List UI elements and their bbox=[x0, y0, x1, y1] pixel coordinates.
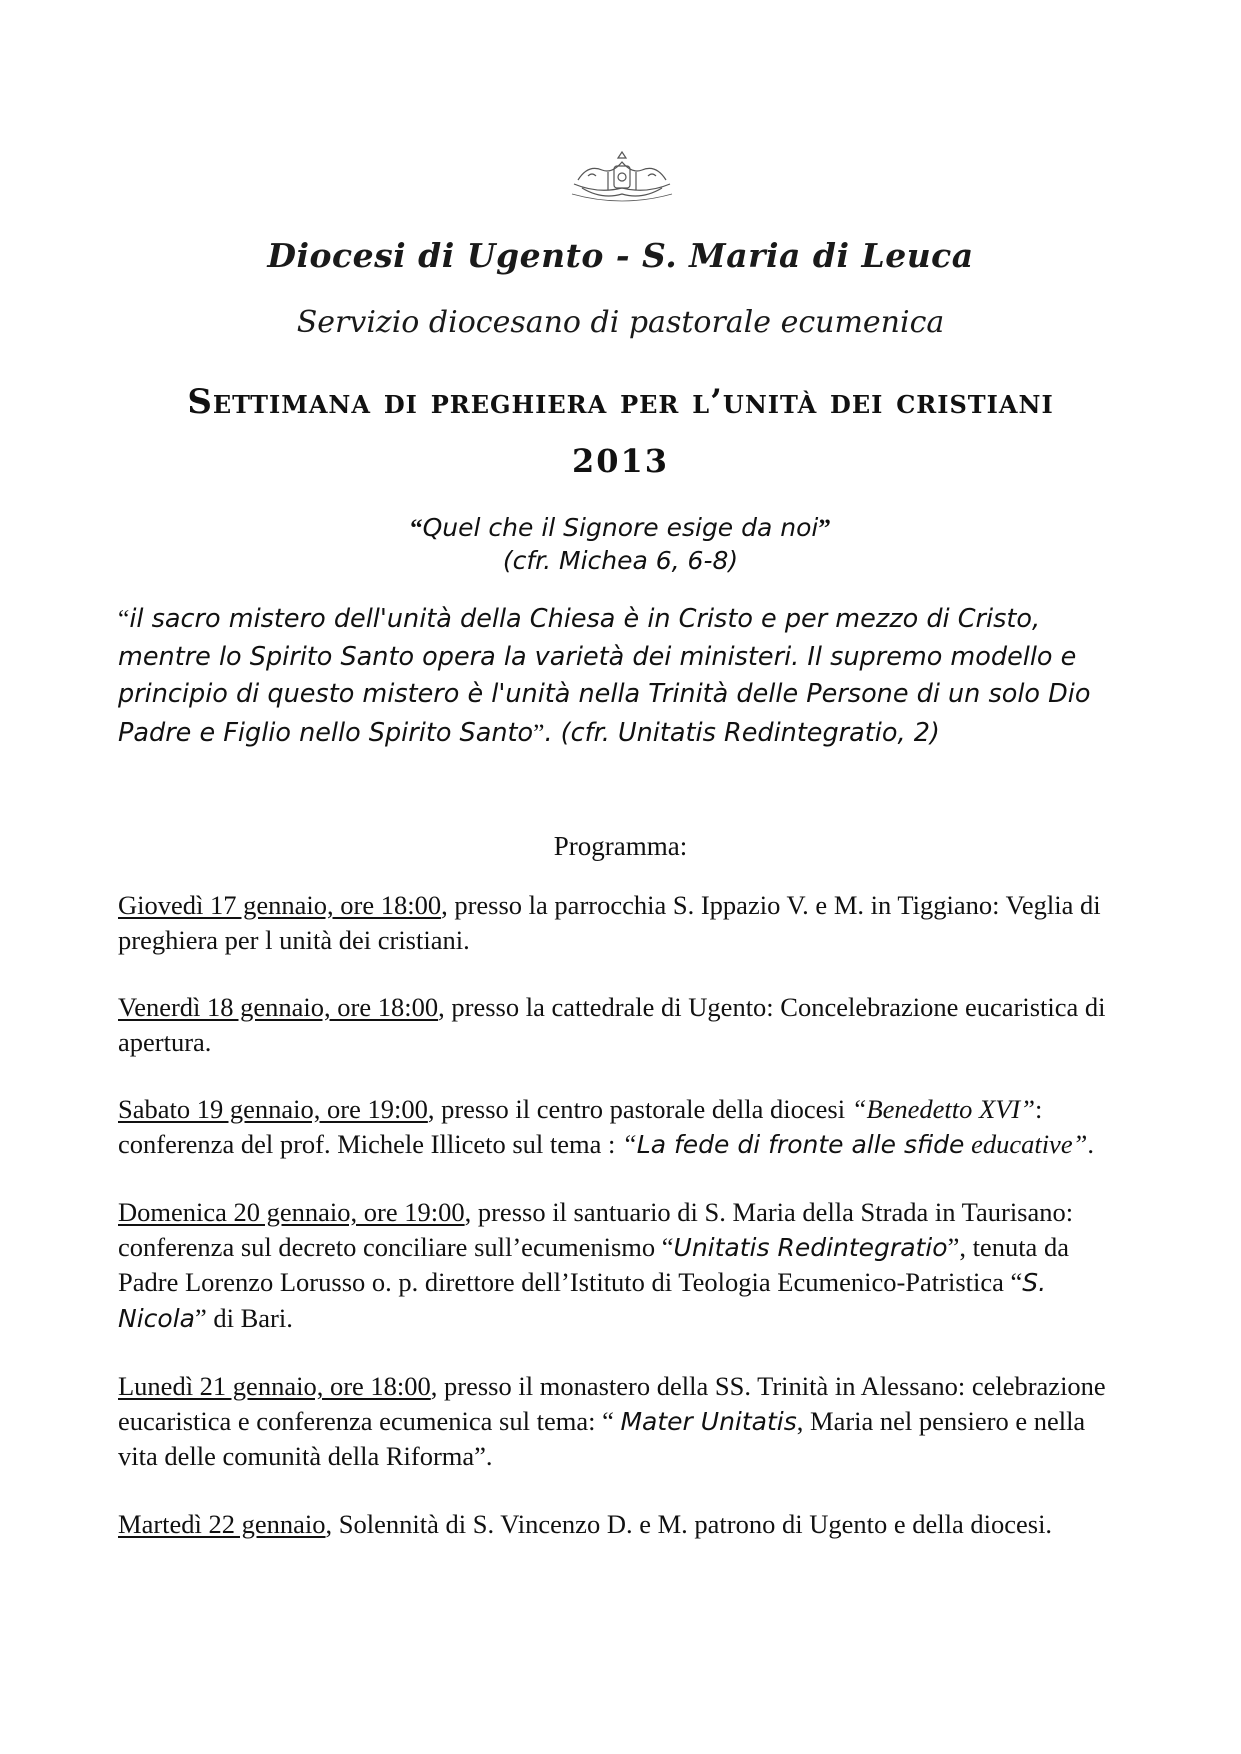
event-description: : conferenza del prof. Michele Illiceto sul tema : bbox=[118, 1094, 1043, 1159]
program-event bbox=[118, 888, 1128, 957]
program-event bbox=[118, 1092, 1128, 1162]
open-quote: “ bbox=[118, 604, 130, 633]
event-description: . bbox=[1087, 1128, 1094, 1159]
program-list bbox=[118, 888, 1128, 1574]
event-description: , presso il santuario di S. Maria della Strada in Taurisano: conferenza sul decreto conciliare sull’ecumenismo “ bbox=[118, 1197, 1074, 1262]
event-date: Venerdì 18 gennaio, ore 18:00 bbox=[118, 992, 439, 1022]
motto-text: Quel che il Signore esige da noi bbox=[422, 513, 819, 542]
event-description: , Solennità di S. Vincenzo D. e M. patrono di Ugento e della diocesi. bbox=[325, 1508, 1053, 1539]
event-topic: Mater Unitatis bbox=[620, 1406, 797, 1436]
close-quote: ” bbox=[818, 515, 831, 542]
event-topic: La fede di fronte alle sfide bbox=[636, 1129, 965, 1159]
service-subtitle: Servizio diocesano di pastorale ecumenica bbox=[296, 305, 945, 340]
quote-reference: . (cfr. Unitatis Redintegratio, 2) bbox=[544, 717, 940, 748]
event-description: , presso la cattedrale di Ugento: Concelebrazione eucaristica di apertura. bbox=[118, 992, 1106, 1057]
event-description: , presso la parrocchia S. Ippazio V. e M. in Tiggiano: Veglia di preghiera per l unità dei cristiani. bbox=[118, 890, 1101, 955]
program-event bbox=[118, 990, 1128, 1059]
motto-reference: (cfr. Michea 6, 6-8) bbox=[502, 546, 739, 575]
program-event bbox=[118, 1369, 1128, 1474]
open-quote: “ bbox=[410, 515, 423, 542]
program-event bbox=[118, 1195, 1128, 1336]
event-institute: S. Nicola bbox=[118, 1268, 1047, 1333]
event-date: Lunedì 21 gennaio, ore 18:00 bbox=[118, 1371, 431, 1401]
event-topic-quote: “ bbox=[622, 1128, 637, 1159]
quote-text: il sacro mistero dell'unità della Chiesa è in Cristo e per mezzo di Cristo, mentre lo Spirito Santo opera la varietà dei ministeri. Il supremo modello e principio di questo mistero è l'unità nella Trinità delle Persone di un solo Dio Padre e Figlio nello Spirito Santo bbox=[118, 604, 1091, 748]
event-description: , presso il centro pastorale della diocesi bbox=[427, 1094, 852, 1124]
event-description: ” di Bari. bbox=[194, 1302, 293, 1333]
event-topic-end: educative” bbox=[964, 1128, 1088, 1159]
event-decree: Unitatis Redintegratio bbox=[673, 1232, 948, 1262]
motto bbox=[0, 512, 1241, 577]
event-date: Sabato 19 gennaio, ore 19:00 bbox=[118, 1094, 428, 1124]
event-date: Giovedì 17 gennaio, ore 18:00 bbox=[118, 890, 442, 920]
diocese-title: Diocesi di Ugento - S. Maria di Leuca bbox=[267, 236, 974, 275]
event-description: , presso il monastero della SS. Trinità in Alessano: celebrazione eucaristica e conferenza ecumenica sul tema: “ bbox=[118, 1371, 1106, 1436]
program-event bbox=[118, 1507, 1128, 1542]
motto-line bbox=[0, 512, 1241, 545]
program-heading: Programma: bbox=[553, 831, 688, 861]
event-date: Martedì 22 gennaio bbox=[118, 1508, 326, 1539]
close-quote: ” bbox=[533, 717, 545, 747]
event-venue: “Benedetto XVI” bbox=[851, 1094, 1035, 1124]
event-description: , Maria nel pensiero e nella vita delle comunità della Riforma”. bbox=[118, 1405, 1086, 1471]
diocesan-coat-of-arms-icon bbox=[568, 150, 676, 204]
event-date: Domenica 20 gennaio, ore 19:00 bbox=[118, 1197, 465, 1227]
week-title: Settimana di preghiera per l’unità dei cristiani bbox=[187, 382, 1054, 422]
event-description: ”, tenuta da Padre Lorenzo Lorusso o. p. direttore dell’Istituto di Teologia Ecumenico-Patristica “ bbox=[118, 1231, 1069, 1297]
council-quote bbox=[118, 600, 1128, 752]
year: 2013 bbox=[571, 442, 670, 480]
